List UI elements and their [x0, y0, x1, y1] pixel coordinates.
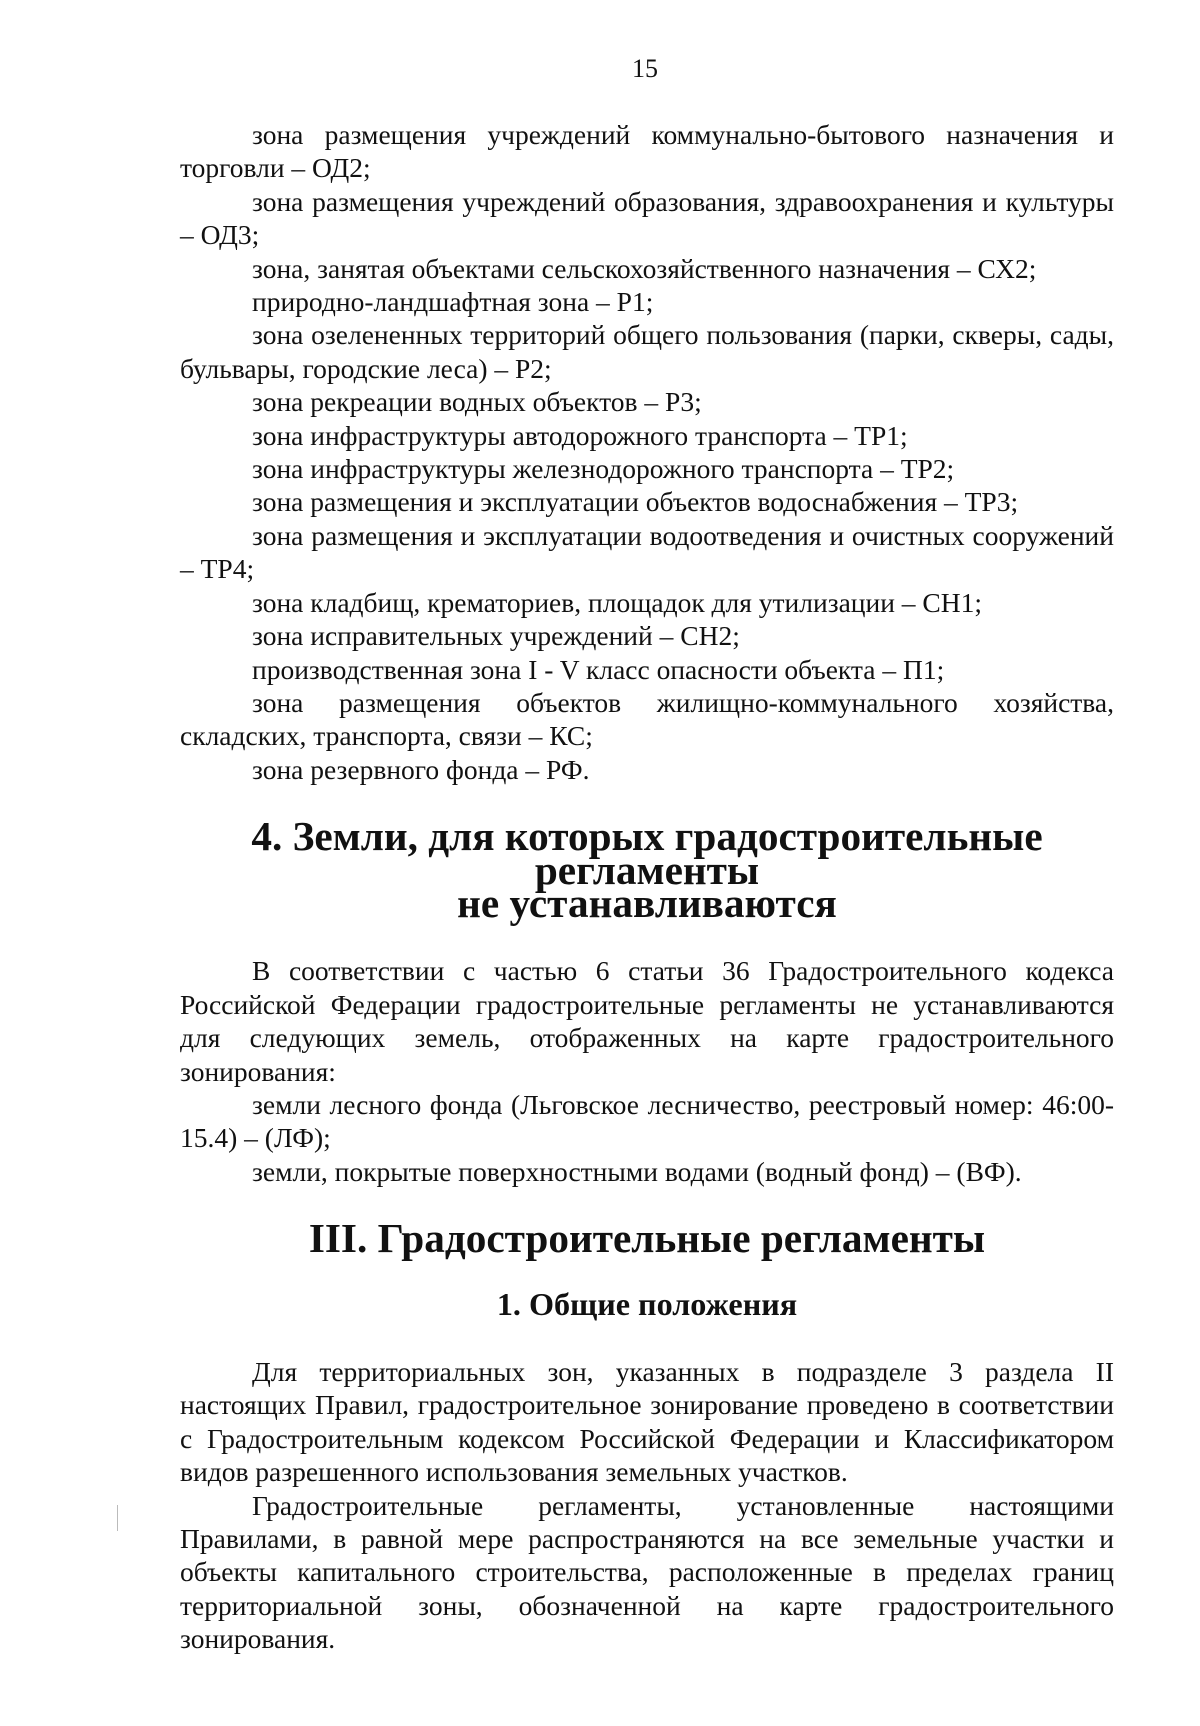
section-4-heading-line-1: 4. Земли, для которых градостроительные регламенты	[251, 813, 1043, 893]
zone-item: зона размещения объектов жилищно-коммунального хозяйства, складских, транспорта, связи – КС;	[180, 686, 1114, 752]
zone-item: зона резервного фонда – РФ.	[252, 753, 590, 785]
zone-item: зона инфраструктуры автодорожного транспорта – ТР1;	[252, 419, 908, 451]
general-provisions-paragraph: Для территориальных зон, указанных в подразделе 3 раздела II настоящих Правил, градостроительное зонирование проведено в соответствии с Градостроительным кодексом Российской Федерации и Классификатором видов разрешенного использования земельных участков.	[180, 1356, 1114, 1488]
section-4-heading	[180, 813, 1114, 926]
zone-item: зона размещения учреждений коммунально-бытового назначения и торговли – ОД2;	[180, 119, 1114, 184]
zone-item: зона размещения учреждений образования, здравоохранения и культуры – ОД3;	[180, 185, 1114, 251]
zone-item: зона озелененных территорий общего пользования (парки, скверы, сады, бульвары, городские леса) – Р2;	[180, 319, 1114, 384]
zone-item: природно-ландшафтная зона – Р1;	[252, 286, 654, 318]
zone-item: зона размещения и эксплуатации водоотведения и очистных сооружений – ТР4;	[180, 519, 1114, 585]
general-provisions-paragraph: Градостроительные регламенты, установленные настоящими Правилами, в равной мере распространяются на все земельные участки и объекты капитального строительства, расположенные в пределах границ территориальной зоны, обозначенной на карте градостроительного зонирования.	[180, 1489, 1114, 1655]
zone-item: производственная зона I - V класс опасности объекта – П1;	[252, 653, 945, 685]
document-body	[180, 118, 1114, 1656]
scan-edge-mark	[117, 1505, 118, 1531]
general-provisions-body	[180, 1355, 1114, 1656]
zone-item: зона размещения и эксплуатации объектов водоснабжения – ТР3;	[252, 486, 1019, 518]
section-4-paragraph: В соответствии с частью 6 статьи 36 Градостроительного кодекса Российской Федерации градостроительные регламенты не устанавливаются для следующих земель, отображенных на карте градостроительного зонирования:	[180, 955, 1114, 1087]
zone-item: зона исправительных учреждений – СН2;	[252, 620, 740, 652]
zone-item: зона, занятая объектами сельскохозяйственного назначения – СХ2;	[252, 252, 1037, 284]
zone-item: зона рекреации водных объектов – Р3;	[252, 386, 702, 418]
general-provisions-heading: 1. Общие положения	[496, 1285, 798, 1322]
zone-item: зона инфраструктуры железнодорожного транспорта – ТР2;	[252, 453, 955, 485]
section-4-heading-line-2: не устанавливаются	[457, 879, 837, 926]
section-4-paragraph: земли лесного фонда (Льговское лесничество, реестровый номер: 46:00-15.4) – (ЛФ);	[180, 1088, 1114, 1154]
section-4-paragraph: земли, покрытые поверхностными водами (водный фонд) – (ВФ).	[252, 1155, 1022, 1187]
zone-item: зона кладбищ, крематориев, площадок для утилизации – СН1;	[252, 586, 983, 618]
section-4-body	[180, 954, 1114, 1188]
page-number: 15	[632, 54, 658, 83]
zone-list	[180, 118, 1114, 786]
section-iii-heading: III. Градостроительные регламенты	[308, 1215, 986, 1262]
